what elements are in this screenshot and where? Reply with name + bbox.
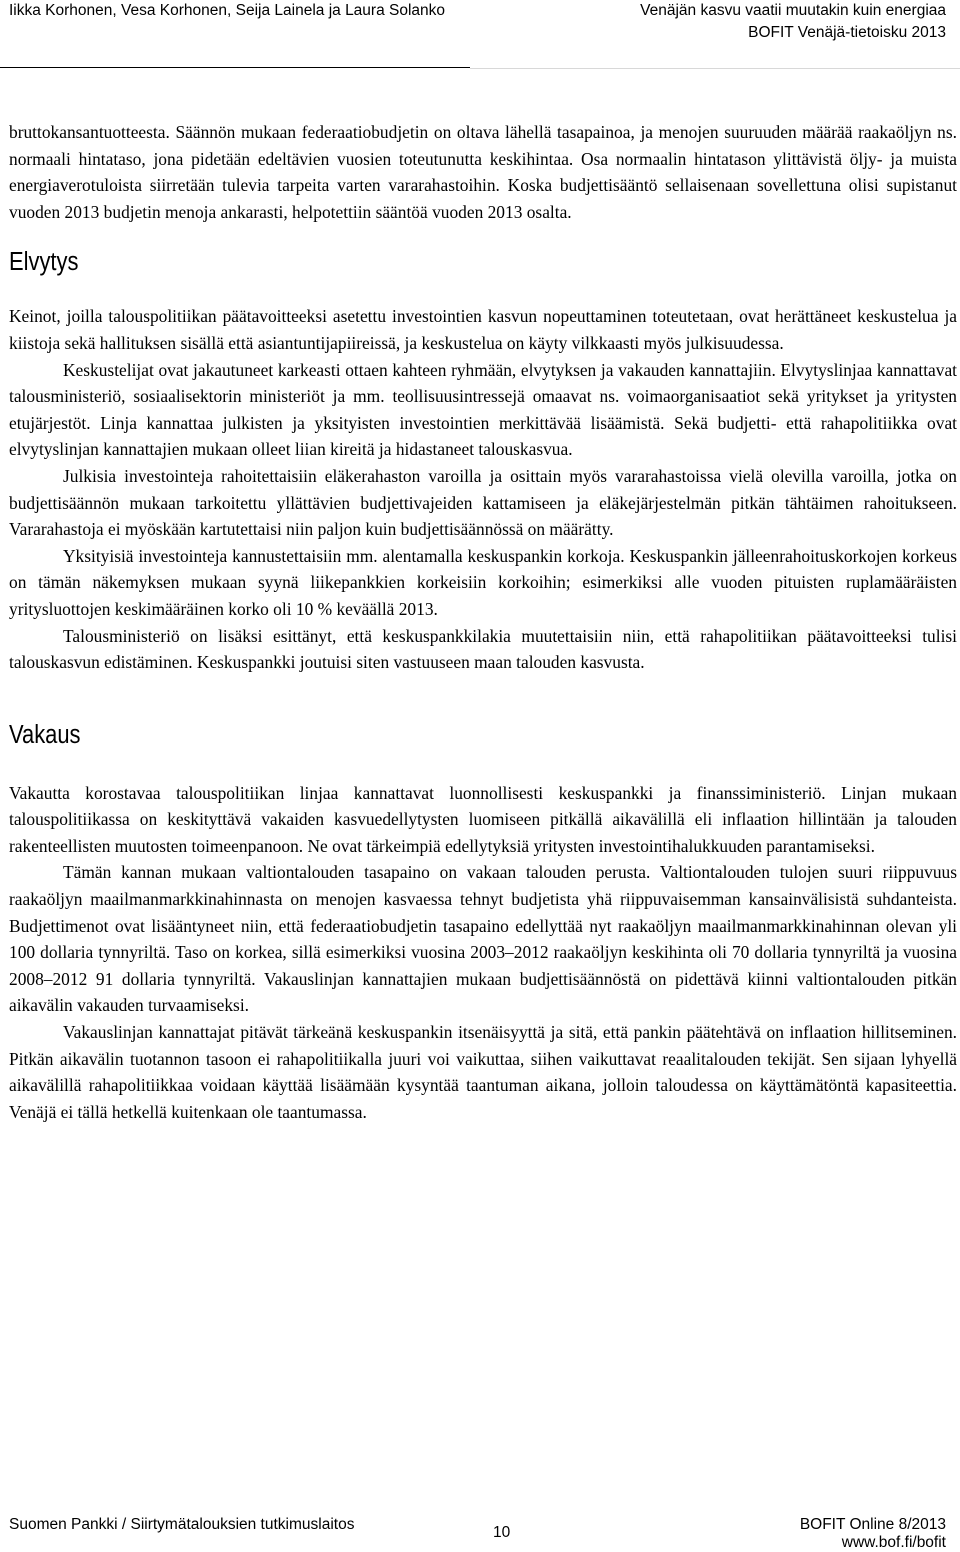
- section-heading-elvytys: Elvytys: [9, 248, 79, 277]
- body-paragraph: Vakautta korostavaa talouspolitiikan linjaa kannattavat luonnollisesti keskuspankki ja finanssiministeriö. Linjan mukaan talouspolitiikassa on keskityttävä vakaiden kasvuedellytysten luomiseen pitkällä aikavälillä eli inflaation hillintään ja talouden rakenteellisten muutosten toimeenpanoon. Ne ovat tärkeimpiä edellytyksiä yritysten investointihalukkuuden parantamiseksi.: [9, 782, 957, 856]
- section-heading-vakaus: Vakaus: [9, 720, 81, 749]
- body-paragraph: Julkisia investointeja rahoitettaisiin eläkerahaston varoilla ja osittain myös vararahastoissa vielä olevilla varoilla, jotka on budjettisäännön mukaan tarkoitettu yllättävien budjettivajeiden kattamiseen ja eläkejärjestelmän pitkän tähtäimen rahoitukseen. Vararahastoja ei myöskään kartutettaisi niin paljon kuin budjettisäännössä on määrätty.: [9, 465, 957, 540]
- body-paragraph: Talousministeriö on lisäksi esittänyt, että keskuspankkilakia muutettaisiin niin, että rahapolitiikan päätavoitteeksi tulisi talouskasvun edistäminen. Keskuspankki joutuisi siten vastuuseen maan talouden kasvusta.: [9, 625, 957, 673]
- body-paragraph: Keinot, joilla talouspolitiikan päätavoitteeksi asetettu investointien kasvun nopeuttaminen toteutetaan, ovat herättäneet keskustelua ja kiistoja sekä hallituksen sisällä että asiantuntijapiireissä, ja keskustelua on käyty vilkkaasti myös julkisuudessa.: [9, 306, 957, 353]
- footer-url: www.bof.fi/bofit: [841, 1534, 946, 1551]
- body-paragraph: Vakauslinjan kannattajat pitävät tärkeänä keskuspankin itsenäisyyttä ja sitä, että pankin päätehtävä on inflaation hillitseminen. Pitkän aikavälin tuotannon tasoon ei rahapolitiikalla juuri voi vaikuttaa, siihen vaikuttavat reaalitalouden tekijät. Sen sijaan lyhyellä aikavälillä rahapolitiikkaa voidaan käyttää lisäämään kysyntää taantuman aikana, jolloin taloudessa on käyttämätöntä kapasiteettia. Venäjä ei tällä hetkellä kuitenkaan ole taantumassa.: [9, 1022, 957, 1122]
- body-paragraph: Keskustelijat ovat jakautuneet karkeasti ottaen kahteen ryhmään, elvytyksen ja vakauden kannattajiin. Elvytyslinjaa kannattavat talousministeriö, sosiaalisektorin ministeriöt ja mm. teollisuusintressejä omaavat ns. voimaorganisaatiot sekä yritykset ja yritysten etujärjestöt. Linja kannattaa julkisten ja yksityisten investointien merkittävää lisäämistä. Sekä budjetti- että rahapolitiikka ovat elvytyslinjan kannattajien mukaan olleet liian kireitä ja hidastaneet talouskasvua.: [9, 359, 957, 460]
- body-paragraph: Yksityisiä investointeja kannustettaisiin mm. alentamalla keskuspankin korkoja. Keskuspankin jälleenrahoituskorkojen korkeus on tämän näkemyksen mukaan syynä liikepankkien korkeisiin korkoihin; esimerkiksi alle vuoden pituisten ruplamääräisten yritysluottojen keskimääräinen korko oli 10 % keväällä 2013.: [9, 545, 957, 619]
- footer-publisher: Suomen Pankki / Siirtymätalouksien tutkimuslaitos: [9, 1516, 355, 1533]
- header-authors: Iikka Korhonen, Vesa Korhonen, Seija Lainela ja Laura Solanko: [9, 2, 446, 19]
- page-number: 10: [493, 1524, 511, 1541]
- body-paragraph: Tämän kannan mukaan valtiontalouden tasapaino on vakaan talouden perusta. Valtiontalouden tulojen suuri riippuvuus raakaöljyn maailmanmarkkinahinnasta on menojen kasvaessa tehnyt budjetista yhä riippuvaisemman kansainvälisistä suhdanteista. Budjettimenot ovat lisääntyneet niin, että federaatiobudjetin tasapaino edellyttää nyt raakaöljyn maailmanmarkkinahinnan olevan yli 100 dollaria tynnyriltä. Taso on korkea, sillä esimerkiksi vuosina 2003–2012 raakaöljyn keskihinta oli 70 dollaria tynnyriltä ja vuosina 2008–2012 91 dollaria tynnyriltä. Vakauslinjan kannattajien mukaan budjettisäännöstä on pidettävä kiinni valtiontalouden pitkän aikavälin vakauden turvaamiseksi.: [9, 862, 957, 1016]
- header-title-block: [640, 0, 946, 44]
- header-title: Venäjän kasvu vaatii muutakin kuin energiaa: [640, 2, 946, 19]
- header-series: BOFIT Venäjä-tietoisku 2013: [748, 24, 946, 41]
- header-divider-faint: [470, 68, 960, 69]
- page-body: [9, 119, 957, 1125]
- intro-paragraph: bruttokansantuotteesta. Säännön mukaan federaatiobudjetin on oltava lähellä tasapainoa, ja menojen suuruuden määrää raakaöljyn ns. normaali hintataso, jona pidetään edeltävien vuosien toteutunutta keskihintaa. Osa normaalin hintatason ylittävistä öljy- ja muista energiaverotuloista siirretään tulevia tarpeita varten vararahastoihin. Koska budjettisääntö sellaisenaan sovellettuna olisi supistanut vuoden 2013 budjetin menoja ankarasti, helpotettiin sääntöä vuoden 2013 osalta.: [9, 122, 957, 222]
- header-divider: [0, 67, 470, 68]
- page-header: [0, 0, 960, 70]
- footer-publication: [800, 1516, 946, 1552]
- footer-issue: BOFIT Online 8/2013: [799, 1516, 946, 1533]
